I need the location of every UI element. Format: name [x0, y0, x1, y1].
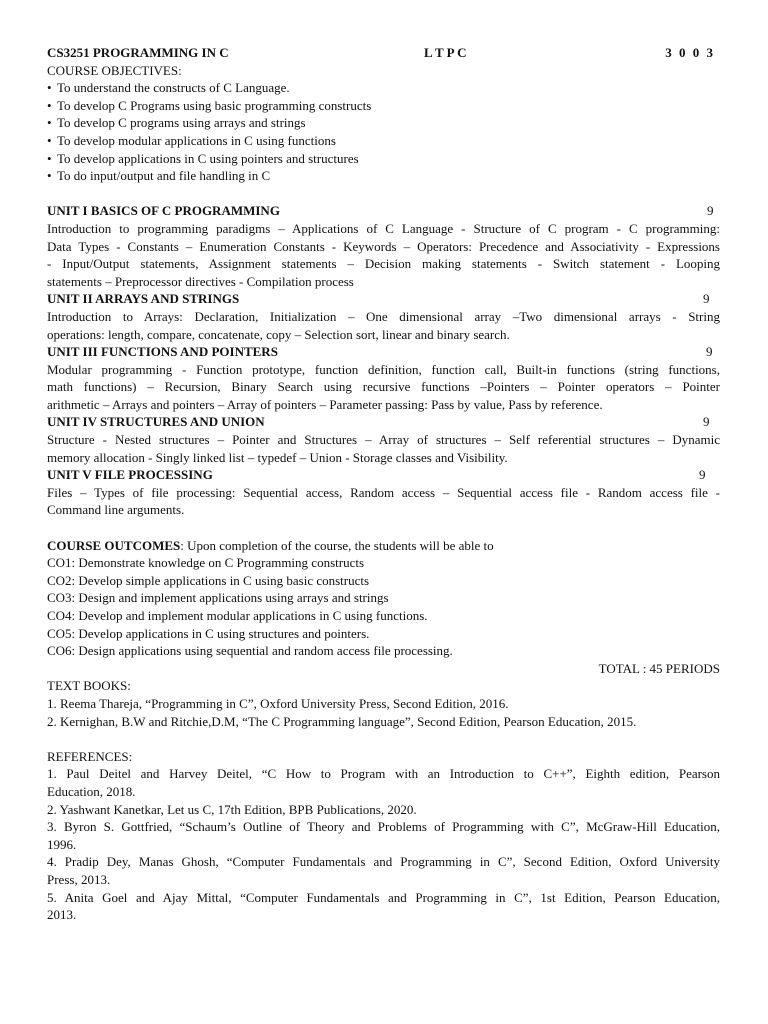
bullet-icon: • [47, 132, 52, 148]
reference-line: Press, 2013. [47, 871, 111, 887]
outcome-item: CO2: Develop simple applications in C using basic constructs [47, 572, 370, 588]
unit-5-heading [47, 466, 720, 484]
reference-line: 3. Byron S. Gottfried, “Schaum’s Outline of Theory and Problems of Programming with C”, McGraw-Hill Education, [47, 819, 720, 835]
unit-title: UNIT I BASICS OF C PROGRAMMING [47, 203, 280, 219]
unit-2-text-line: Introduction to Arrays: Declaration, Initialization – One dimensional array –Two dimensional arrays - String [47, 308, 720, 324]
bullet-icon: • [47, 150, 52, 166]
reference-line: 2013. [47, 907, 77, 923]
unit-title: UNIT III FUNCTIONS AND POINTERS [47, 344, 278, 360]
unit-title: UNIT IV STRUCTURES AND UNION [47, 414, 265, 430]
references-heading: REFERENCES: [47, 748, 133, 764]
unit-1-heading [47, 202, 720, 220]
unit-3-text-line: math functions) – Recursion, Binary Search using recursive functions –Pointers – Pointer operators – Pointer [47, 379, 720, 395]
bullet-icon: • [47, 97, 52, 113]
unit-1-text-line: statements – Preprocessor directives - Compilation process [47, 273, 354, 289]
outcome-item: CO4: Develop and implement modular applications in C using functions. [47, 608, 428, 623]
reference-line: 2. Yashwant Kanetkar, Let us C, 17th Edition, BPB Publications, 2020. [47, 801, 417, 817]
unit-4-heading [47, 413, 720, 431]
outcome-item: CO1: Demonstrate knowledge on C Programming constructs [47, 555, 365, 571]
syllabus-page [47, 44, 720, 924]
unit-2-text-line: operations: length, compare, concatenate, copy – Selection sort, linear and binary search. [47, 326, 510, 342]
unit-1-text-line: Data Types - Constants – Enumeration Constants - Keywords – Operators: Precedence and Associativity - Expressions [47, 238, 720, 254]
course-header [47, 44, 720, 62]
outcome-item: CO3: Design and implement applications using arrays and strings [47, 590, 389, 606]
credits-value: 3 0 0 3 [665, 45, 715, 60]
objective-item: • To do input/output and file handling in C [47, 168, 271, 184]
bullet-icon: • [47, 168, 52, 184]
objective-item: • To develop modular applications in C using functions [47, 132, 336, 148]
outcomes-heading-line [47, 537, 720, 555]
spacer [47, 519, 720, 537]
reference-line: 4. Pradip Dey, Manas Ghosh, “Computer Fundamentals and Programming in C”, Second Edition, Oxford University [47, 854, 720, 870]
unit-5-text-line: Command line arguments. [47, 502, 185, 518]
ltpc-label: L T P C [424, 45, 467, 60]
bullet-icon: • [47, 115, 52, 131]
text-book-item: 1. Reema Thareja, “Programming in C”, Oxford University Press, Second Edition, 2016. [47, 695, 509, 711]
unit-3-text-line: arithmetic – Arrays and pointers – Array of pointers – Parameter passing: Pass by value, Pass by reference. [47, 396, 603, 412]
course-code-title: CS3251 PROGRAMMING IN C [47, 45, 229, 60]
objective-item: • To develop C Programs using basic programming constructs [47, 97, 372, 113]
reference-line: 5. Anita Goel and Ajay Mittal, “Computer Fundamentals and Programming in C”, 1st Edition, Pearson Education, [47, 889, 720, 905]
unit-5-text-line: Files – Types of file processing: Sequential access, Random access – Sequential access file - Random access file - [47, 484, 720, 500]
reference-line: 1996. [47, 836, 77, 852]
spacer [47, 185, 720, 203]
objective-item: • To develop C programs using arrays and strings [47, 115, 306, 131]
unit-hours: 9 [707, 203, 714, 219]
outcomes-intro: : Upon completion of the course, the students will be able to [180, 537, 494, 553]
unit-hours: 9 [703, 414, 710, 430]
outcome-item: CO5: Develop applications in C using structures and pointers. [47, 625, 370, 641]
unit-4-text-line: Structure - Nested structures – Pointer and Structures – Array of structures – Self referential structures – Dynamic [47, 432, 720, 448]
unit-1-text-line: Introduction to programming paradigms – Applications of C Language - Structure of C program - C programming: [47, 220, 720, 236]
unit-4-text-line: memory allocation - Singly linked list – typedef – Union - Storage classes and Visibility. [47, 449, 508, 465]
unit-3-text-line: Modular programming - Function prototype, function definition, function call, Built-in functions (string functions, [47, 361, 720, 377]
spacer [47, 730, 720, 748]
outcome-item: CO6: Design applications using sequential and random access file processing. [47, 643, 453, 659]
unit-hours: 9 [706, 344, 713, 360]
objectives-heading: COURSE OBJECTIVES: [47, 62, 182, 78]
unit-1-text-line: - Input/Output statements, Assignment statements – Decision making statements - Switch statement - Looping [47, 256, 720, 272]
unit-title: UNIT V FILE PROCESSING [47, 467, 213, 483]
reference-line: 1. Paul Deitel and Harvey Deitel, “C How to Program with an Introduction to C++”, Eighth edition, Pearson [47, 766, 720, 782]
unit-hours: 9 [699, 467, 706, 483]
text-book-item: 2. Kernighan, B.W and Ritchie,D.M, “The C Programming language”, Second Edition, Pearson Education, 2015. [47, 713, 637, 729]
text-books-heading: TEXT BOOKS: [47, 678, 131, 694]
unit-hours: 9 [703, 291, 710, 307]
objective-item: • To develop applications in C using pointers and structures [47, 150, 359, 166]
reference-line: Education, 2018. [47, 783, 136, 799]
unit-2-heading [47, 290, 720, 308]
bullet-icon: • [47, 80, 52, 96]
unit-3-heading [47, 343, 720, 361]
unit-title: UNIT II ARRAYS AND STRINGS [47, 291, 240, 307]
objective-item: • To understand the constructs of C Language. [47, 80, 290, 96]
total-periods: TOTAL : 45 PERIODS [598, 660, 720, 676]
outcomes-heading: COURSE OUTCOMES [47, 537, 181, 553]
